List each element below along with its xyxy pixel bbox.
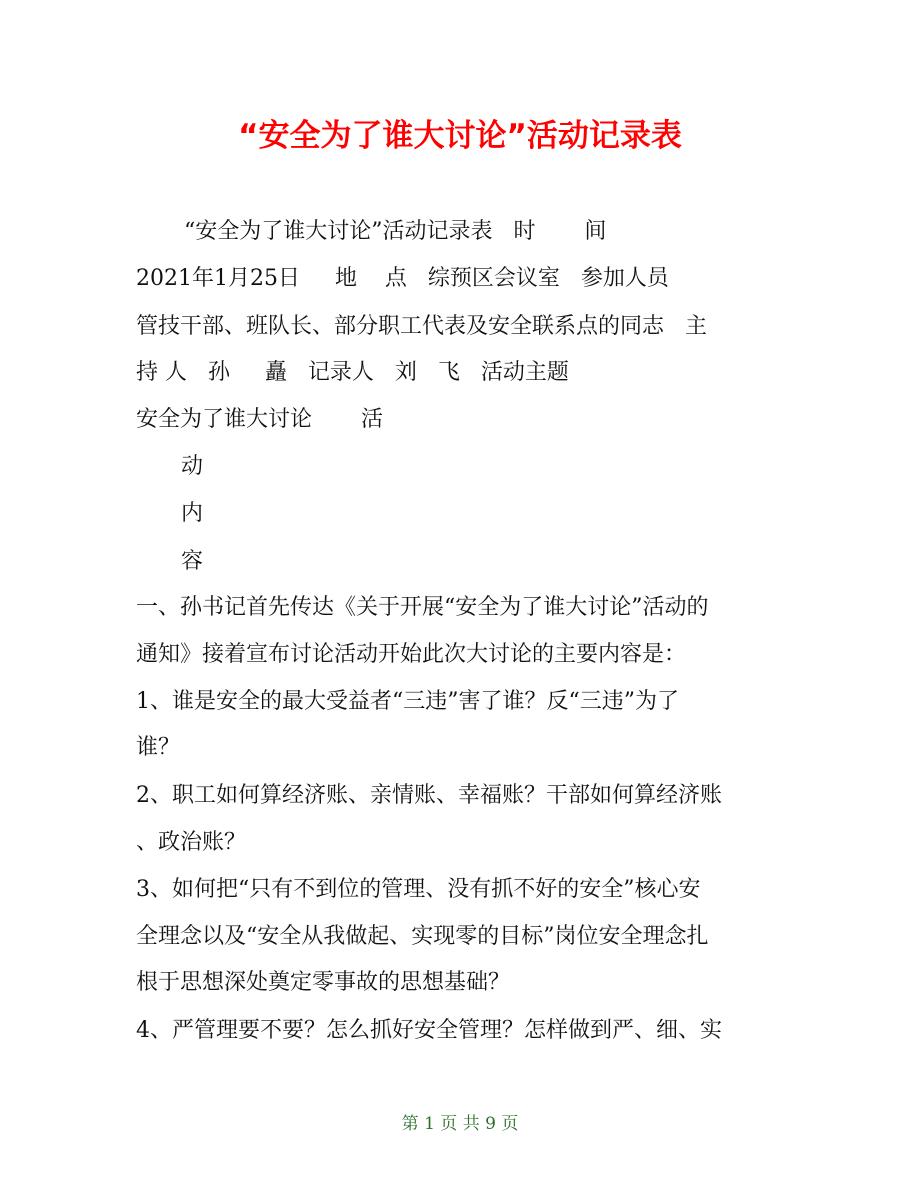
text-line: 谁？ [136,735,181,760]
text-line: 一、孙书记首先传达《关于开展“安全为了谁大讨论”活动的 [136,595,709,620]
text-line: 安全为了谁大讨论 活 [136,407,383,432]
text-line: 持 人 孙 矗 记录人 刘 飞 活动主题 [136,360,569,385]
text-line: 2、职工如何算经济账、亲情账、幸福账？干部如何算经济账 [136,783,722,808]
text-line: 全理念以及“安全从我做起、实现零的目标”岗位安全理念扎 [136,924,709,949]
text-line: 动 [181,454,204,479]
text-line: 3、如何把“只有不到位的管理、没有抓不好的安全”核心安 [136,877,701,902]
text-line: 管技干部、班队长、部分职工代表及安全联系点的同志 主 [136,314,707,339]
text-line: 、政治账？ [136,830,247,855]
text-line: 根于思想深处奠定零事故的思想基础？ [136,970,511,995]
text-line: 通知》接着宣布讨论活动开始此次大讨论的主要内容是： [136,642,687,667]
text-line: 容 [181,549,204,574]
text-line: 1、谁是安全的最大受益者“三违”害了谁？反“三违”为了 [136,689,679,714]
page-footer: 第 1 页 共 9 页 [401,1114,519,1134]
text-line: 2021年1月25日 地 点 综预区会议室 参加人员 [136,266,669,291]
text-line: 内 [181,501,204,526]
text-line: “安全为了谁大讨论”活动记录表 时 间 [184,219,607,244]
text-line: 4、严管理要不要？怎么抓好安全管理？怎样做到严、细、实 [136,1018,722,1043]
document-title: “安全为了谁大讨论”活动记录表 [238,118,682,154]
